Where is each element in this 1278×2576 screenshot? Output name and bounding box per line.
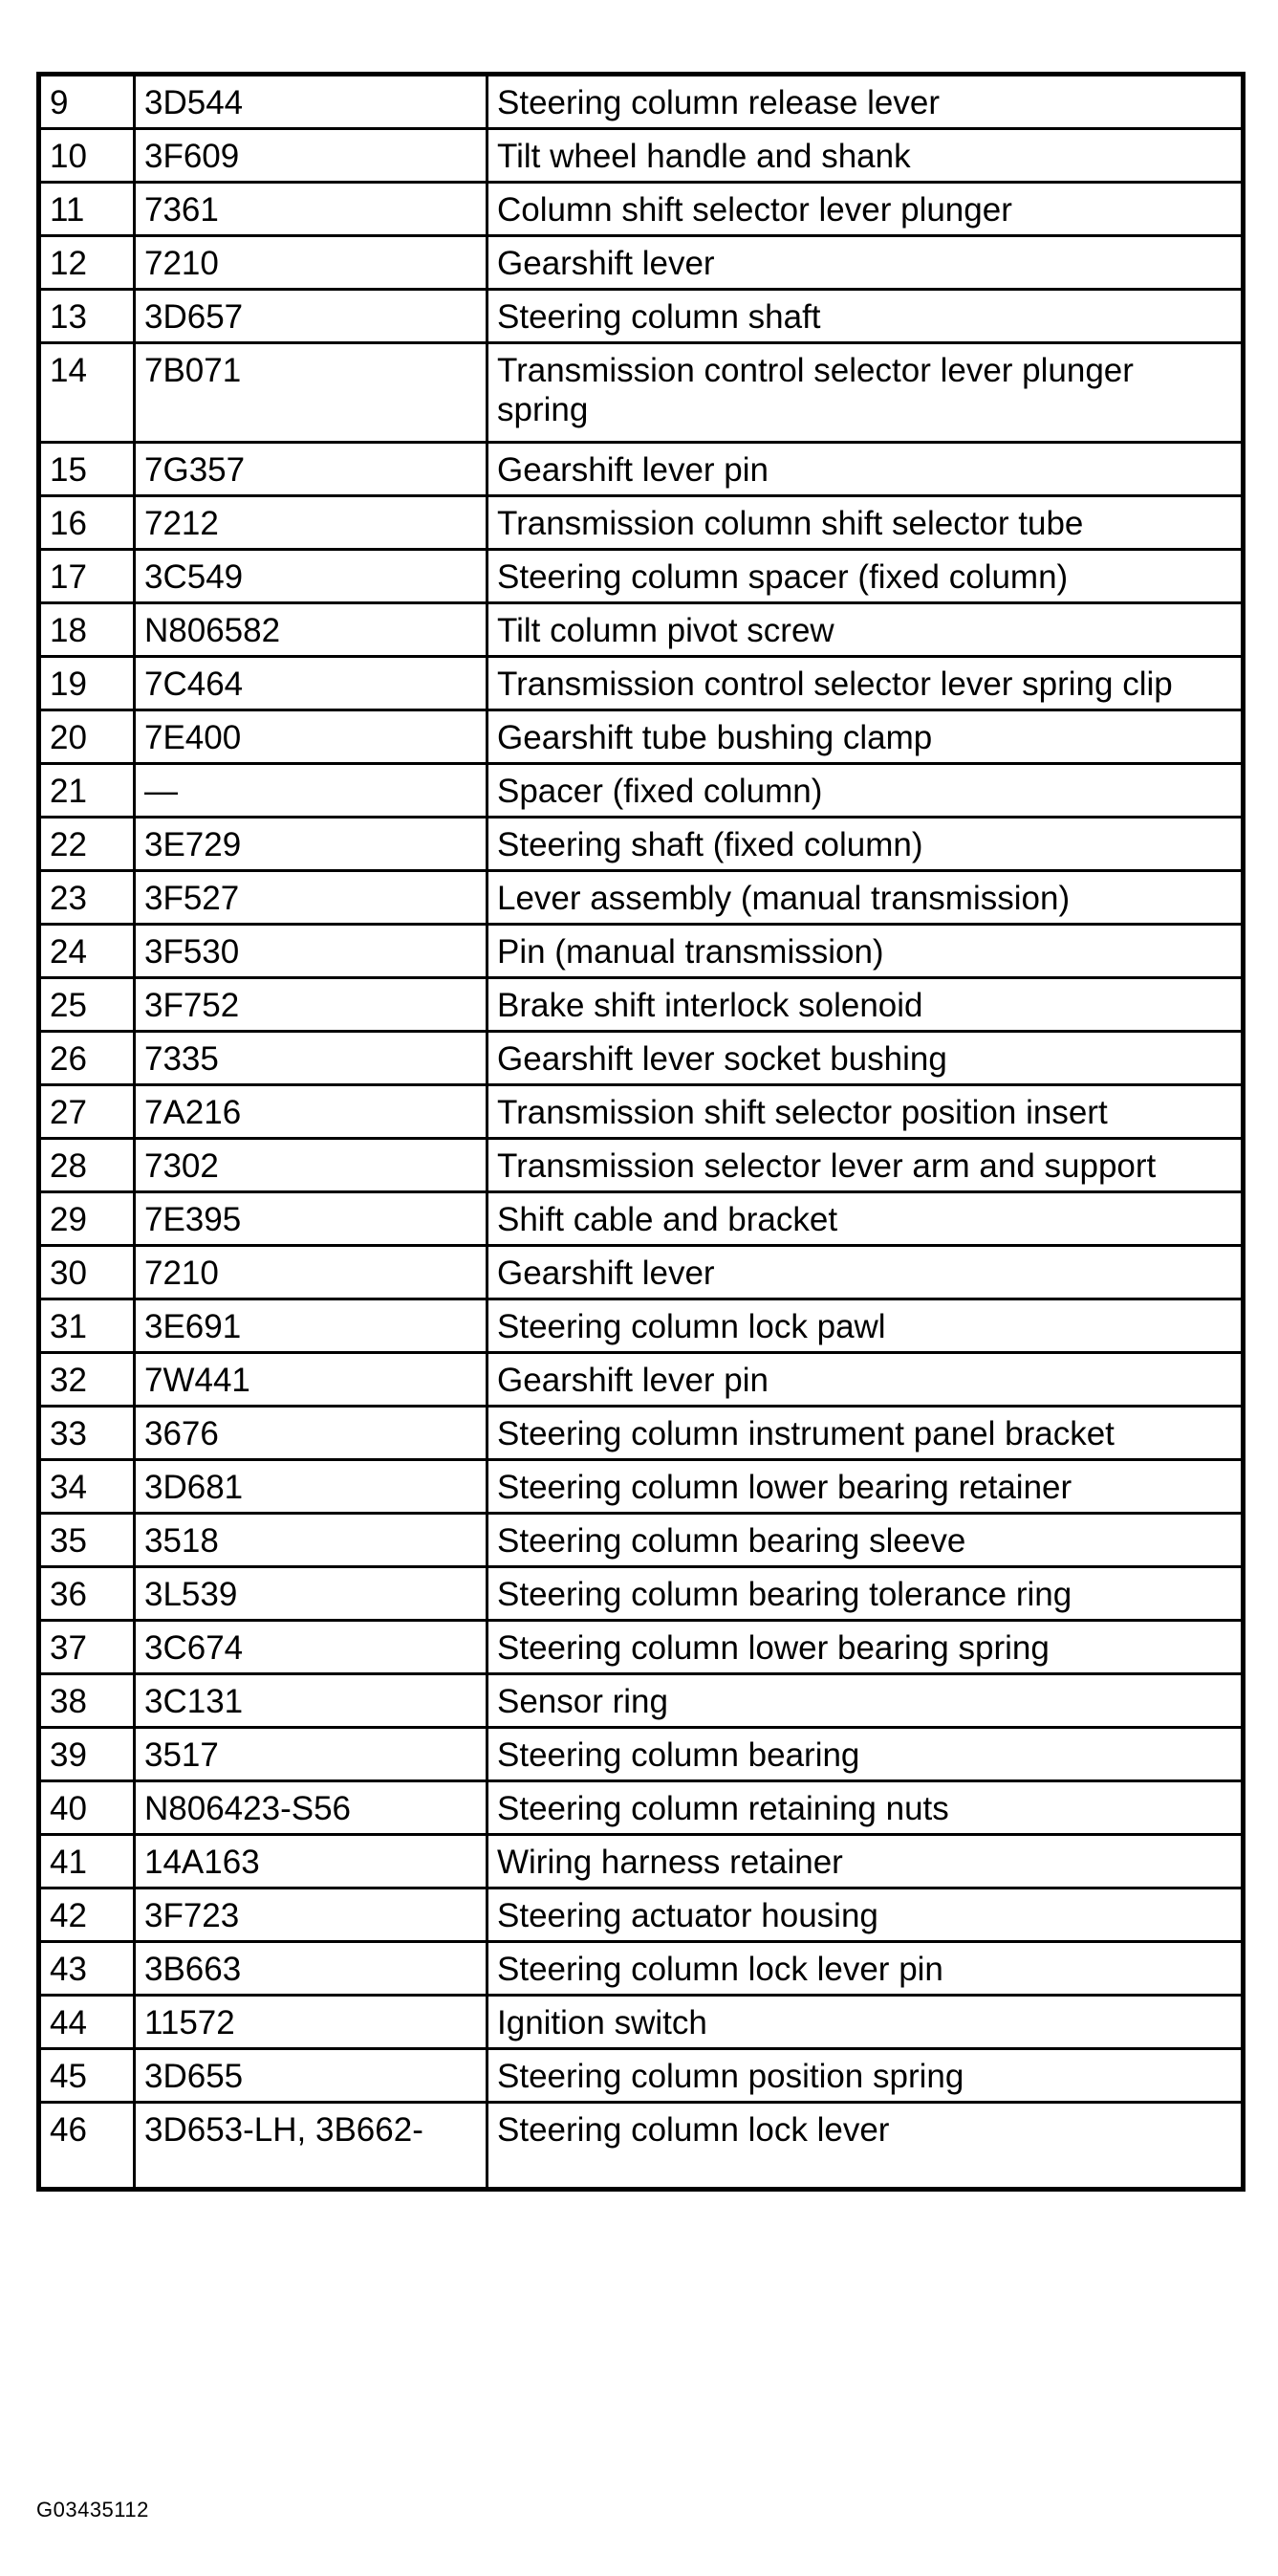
description-cell: Steering column lock pawl xyxy=(487,1299,1244,1353)
table-row xyxy=(39,603,1244,657)
table-row xyxy=(39,236,1244,290)
item-number-cell: 37 xyxy=(39,1621,135,1674)
table-row xyxy=(39,1621,1244,1674)
part-number-cell: 7B071 xyxy=(135,343,487,443)
item-number-cell: 22 xyxy=(39,818,135,871)
item-number-cell: 28 xyxy=(39,1139,135,1192)
part-number-cell: 7E395 xyxy=(135,1192,487,1246)
description-cell: Steering column instrument panel bracket xyxy=(487,1407,1244,1460)
part-number-cell: 3C131 xyxy=(135,1674,487,1728)
table-row xyxy=(39,1353,1244,1407)
table-row xyxy=(39,1567,1244,1621)
description-cell: Steering column lock lever xyxy=(487,2103,1244,2190)
description-cell: Wiring harness retainer xyxy=(487,1835,1244,1888)
description-cell: Steering column lower bearing spring xyxy=(487,1621,1244,1674)
description-cell: Gearshift lever pin xyxy=(487,1353,1244,1407)
table-row xyxy=(39,1407,1244,1460)
table-row xyxy=(39,710,1244,764)
item-number-cell: 14 xyxy=(39,343,135,443)
description-cell: Steering column shaft xyxy=(487,290,1244,343)
item-number-cell: 13 xyxy=(39,290,135,343)
table-row xyxy=(39,1888,1244,1942)
item-number-cell: 25 xyxy=(39,978,135,1032)
item-number-cell: 43 xyxy=(39,1942,135,1996)
part-number-cell: 14A163 xyxy=(135,1835,487,1888)
item-number-cell: 12 xyxy=(39,236,135,290)
part-number-cell: N806582 xyxy=(135,603,487,657)
part-number-cell: 3B663 xyxy=(135,1942,487,1996)
table-row xyxy=(39,2049,1244,2103)
table-row xyxy=(39,75,1244,129)
part-number-cell: 3F609 xyxy=(135,129,487,183)
part-number-cell: 3D681 xyxy=(135,1460,487,1514)
part-number-cell: 3F752 xyxy=(135,978,487,1032)
table-row xyxy=(39,871,1244,925)
table-row xyxy=(39,764,1244,818)
part-number-cell: 3D655 xyxy=(135,2049,487,2103)
table-row xyxy=(39,1781,1244,1835)
item-number-cell: 33 xyxy=(39,1407,135,1460)
table-row xyxy=(39,1085,1244,1139)
table-row xyxy=(39,1674,1244,1728)
table-row xyxy=(39,1942,1244,1996)
parts-table xyxy=(36,72,1246,2192)
part-number-cell: 3D653-LH, 3B662- xyxy=(135,2103,487,2190)
part-number-cell: 3E691 xyxy=(135,1299,487,1353)
part-number-cell: 7212 xyxy=(135,496,487,550)
table-row xyxy=(39,1246,1244,1299)
part-number-cell: 7C464 xyxy=(135,657,487,710)
part-number-cell: 3676 xyxy=(135,1407,487,1460)
item-number-cell: 42 xyxy=(39,1888,135,1942)
item-number-cell: 24 xyxy=(39,925,135,978)
description-cell: Steering shaft (fixed column) xyxy=(487,818,1244,871)
table-row xyxy=(39,183,1244,236)
description-cell: Steering column bearing sleeve xyxy=(487,1514,1244,1567)
description-cell: Shift cable and bracket xyxy=(487,1192,1244,1246)
item-number-cell: 29 xyxy=(39,1192,135,1246)
description-cell: Steering column bearing xyxy=(487,1728,1244,1781)
item-number-cell: 11 xyxy=(39,183,135,236)
description-cell: Steering column lock lever pin xyxy=(487,1942,1244,1996)
part-number-cell: 7G357 xyxy=(135,443,487,496)
description-cell: Gearshift lever socket bushing xyxy=(487,1032,1244,1085)
part-number-cell: 7210 xyxy=(135,1246,487,1299)
part-number-cell: 7210 xyxy=(135,236,487,290)
description-cell: Gearshift lever xyxy=(487,1246,1244,1299)
item-number-cell: 45 xyxy=(39,2049,135,2103)
item-number-cell: 46 xyxy=(39,2103,135,2190)
table-row xyxy=(39,290,1244,343)
item-number-cell: 31 xyxy=(39,1299,135,1353)
part-number-cell: 3C549 xyxy=(135,550,487,603)
table-row xyxy=(39,818,1244,871)
part-number-cell: 7W441 xyxy=(135,1353,487,1407)
item-number-cell: 35 xyxy=(39,1514,135,1567)
item-number-cell: 27 xyxy=(39,1085,135,1139)
table-row xyxy=(39,343,1244,443)
description-cell: Steering column release lever xyxy=(487,75,1244,129)
description-cell: Tilt wheel handle and shank xyxy=(487,129,1244,183)
description-cell: Spacer (fixed column) xyxy=(487,764,1244,818)
table-row xyxy=(39,1460,1244,1514)
part-number-cell: 3D544 xyxy=(135,75,487,129)
description-cell: Steering column spacer (fixed column) xyxy=(487,550,1244,603)
part-number-cell: 7A216 xyxy=(135,1085,487,1139)
table-row xyxy=(39,1139,1244,1192)
part-number-cell: 7E400 xyxy=(135,710,487,764)
description-cell: Gearshift lever pin xyxy=(487,443,1244,496)
table-row xyxy=(39,1996,1244,2049)
description-cell: Transmission control selector lever spring clip xyxy=(487,657,1244,710)
description-cell: Transmission shift selector position insert xyxy=(487,1085,1244,1139)
part-number-cell: 3D657 xyxy=(135,290,487,343)
item-number-cell: 15 xyxy=(39,443,135,496)
description-cell: Gearshift lever xyxy=(487,236,1244,290)
item-number-cell: 23 xyxy=(39,871,135,925)
part-number-cell: 3C674 xyxy=(135,1621,487,1674)
description-cell: Brake shift interlock solenoid xyxy=(487,978,1244,1032)
figure-code: G03435112 xyxy=(36,2498,149,2521)
description-cell: Lever assembly (manual transmission) xyxy=(487,871,1244,925)
description-cell: Column shift selector lever plunger xyxy=(487,183,1244,236)
item-number-cell: 39 xyxy=(39,1728,135,1781)
part-number-cell: 7335 xyxy=(135,1032,487,1085)
description-cell: Steering column lower bearing retainer xyxy=(487,1460,1244,1514)
table-row xyxy=(39,1032,1244,1085)
description-cell: Ignition switch xyxy=(487,1996,1244,2049)
item-number-cell: 44 xyxy=(39,1996,135,2049)
description-cell: Steering column retaining nuts xyxy=(487,1781,1244,1835)
table-row xyxy=(39,1835,1244,1888)
table-row xyxy=(39,657,1244,710)
part-number-cell: 11572 xyxy=(135,1996,487,2049)
part-number-cell: 3F723 xyxy=(135,1888,487,1942)
item-number-cell: 36 xyxy=(39,1567,135,1621)
description-cell: Steering column bearing tolerance ring xyxy=(487,1567,1244,1621)
description-cell: Transmission column shift selector tube xyxy=(487,496,1244,550)
part-number-cell: 3E729 xyxy=(135,818,487,871)
item-number-cell: 16 xyxy=(39,496,135,550)
item-number-cell: 32 xyxy=(39,1353,135,1407)
description-cell: Tilt column pivot screw xyxy=(487,603,1244,657)
item-number-cell: 18 xyxy=(39,603,135,657)
item-number-cell: 10 xyxy=(39,129,135,183)
item-number-cell: 26 xyxy=(39,1032,135,1085)
table-row xyxy=(39,978,1244,1032)
description-cell: Gearshift tube bushing clamp xyxy=(487,710,1244,764)
table-row xyxy=(39,550,1244,603)
table-row xyxy=(39,1514,1244,1567)
parts-table-sheet xyxy=(36,72,1241,2192)
table-row xyxy=(39,925,1244,978)
description-cell: Transmission selector lever arm and support xyxy=(487,1139,1244,1192)
item-number-cell: 9 xyxy=(39,75,135,129)
table-row xyxy=(39,443,1244,496)
part-number-cell: N806423-S56 xyxy=(135,1781,487,1835)
item-number-cell: 40 xyxy=(39,1781,135,1835)
description-cell: Pin (manual transmission) xyxy=(487,925,1244,978)
parts-table-body xyxy=(39,75,1244,2190)
table-row xyxy=(39,496,1244,550)
part-number-cell: 3518 xyxy=(135,1514,487,1567)
item-number-cell: 41 xyxy=(39,1835,135,1888)
item-number-cell: 30 xyxy=(39,1246,135,1299)
part-number-cell: 3L539 xyxy=(135,1567,487,1621)
item-number-cell: 17 xyxy=(39,550,135,603)
item-number-cell: 20 xyxy=(39,710,135,764)
table-row xyxy=(39,1728,1244,1781)
part-number-cell: — xyxy=(135,764,487,818)
table-row xyxy=(39,1299,1244,1353)
part-number-cell: 7361 xyxy=(135,183,487,236)
item-number-cell: 34 xyxy=(39,1460,135,1514)
table-row xyxy=(39,1192,1244,1246)
item-number-cell: 21 xyxy=(39,764,135,818)
part-number-cell: 7302 xyxy=(135,1139,487,1192)
description-cell: Steering column position spring xyxy=(487,2049,1244,2103)
part-number-cell: 3F530 xyxy=(135,925,487,978)
item-number-cell: 19 xyxy=(39,657,135,710)
part-number-cell: 3F527 xyxy=(135,871,487,925)
table-row xyxy=(39,129,1244,183)
description-cell: Sensor ring xyxy=(487,1674,1244,1728)
description-cell: Transmission control selector lever plunger spring xyxy=(487,343,1244,443)
item-number-cell: 38 xyxy=(39,1674,135,1728)
description-cell: Steering actuator housing xyxy=(487,1888,1244,1942)
part-number-cell: 3517 xyxy=(135,1728,487,1781)
table-row xyxy=(39,2103,1244,2190)
